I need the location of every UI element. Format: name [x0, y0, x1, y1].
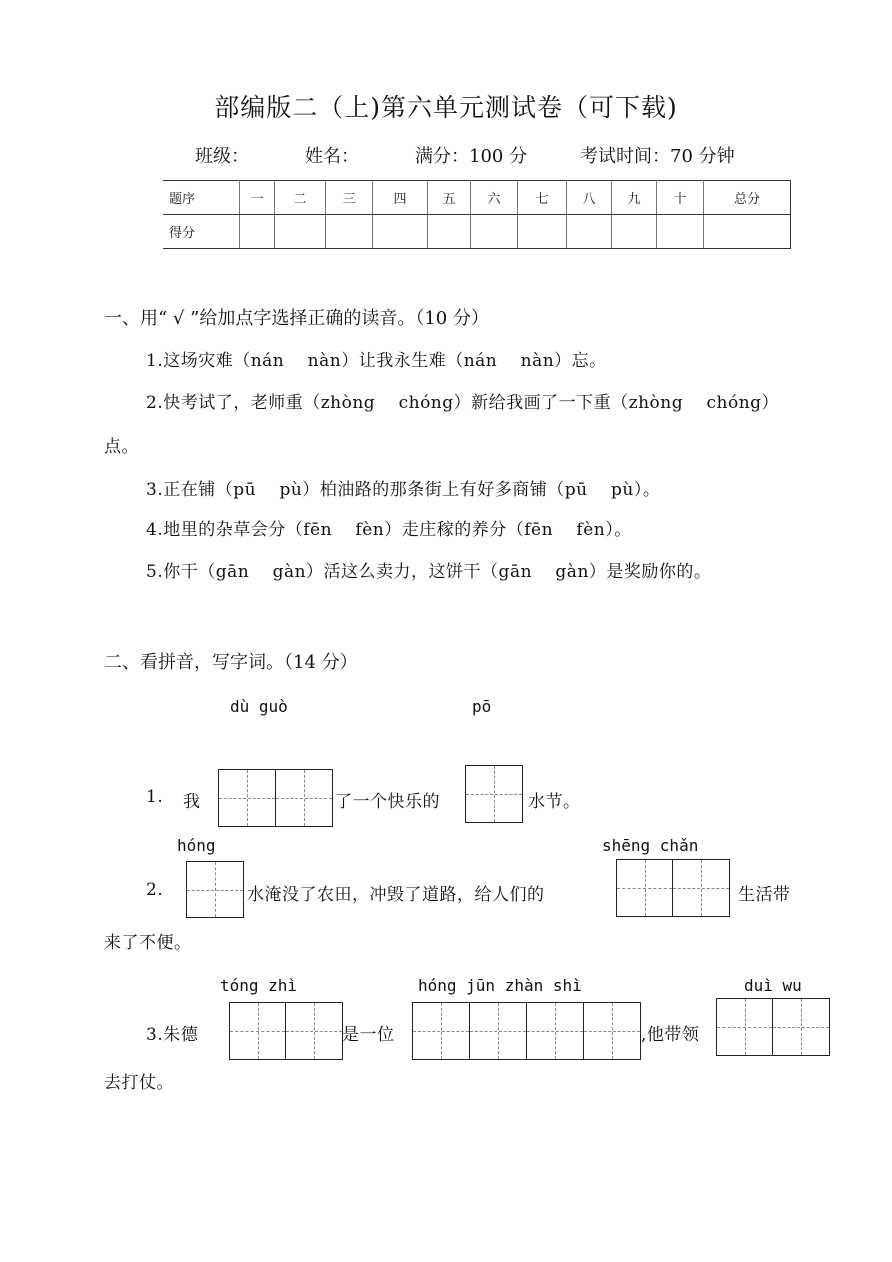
score-table-col: 九 — [612, 181, 657, 215]
writing-cell[interactable] — [470, 1003, 527, 1059]
writing-cell[interactable] — [187, 862, 243, 917]
writing-grid[interactable] — [616, 859, 730, 917]
section1-question-4: 4.地里的杂草会分（fēn fèn）走庄稼的养分（fēn fèn）。 — [146, 520, 632, 540]
writing-grid[interactable] — [186, 861, 244, 918]
section2-q3-text: ,他带领 — [641, 1025, 700, 1045]
score-cell[interactable] — [240, 215, 275, 249]
score-table-col: 四 — [373, 181, 428, 215]
section2-q2-text: 来了不便。 — [104, 933, 192, 953]
score-cell[interactable] — [326, 215, 373, 249]
score-table-col-total: 总分 — [704, 181, 791, 215]
writing-cell[interactable] — [673, 860, 729, 916]
writing-grid[interactable] — [716, 998, 830, 1056]
section2-q3-text: 是一位 — [342, 1025, 395, 1045]
score-table — [163, 180, 791, 249]
section2-q2-number: 2. — [146, 880, 164, 900]
section2-q2-text: 生活带 — [738, 885, 791, 905]
score-cell[interactable] — [428, 215, 471, 249]
writing-cell[interactable] — [466, 766, 522, 822]
writing-cell[interactable] — [717, 999, 773, 1055]
class-label: 班级： — [195, 146, 249, 167]
section2-q1-text: 我 — [183, 792, 201, 812]
section2-q2-text: 水淹没了农田，冲毁了道路，给人们的 — [247, 885, 545, 905]
score-cell[interactable] — [518, 215, 567, 249]
writing-cell[interactable] — [230, 1003, 286, 1059]
writing-grid[interactable] — [465, 765, 523, 823]
score-cell[interactable] — [612, 215, 657, 249]
writing-cell[interactable] — [773, 999, 829, 1055]
score-cell-total[interactable] — [704, 215, 791, 249]
writing-grid[interactable] — [229, 1002, 343, 1060]
section1-question-5: 5.你干（gān gàn）活这么卖力，这饼干（gān gàn）是奖励你的。 — [146, 562, 712, 582]
score-cell[interactable] — [373, 215, 428, 249]
full-score-label: 满分：100 分 — [415, 146, 528, 167]
score-table-col: 三 — [326, 181, 373, 215]
score-table-col: 八 — [567, 181, 612, 215]
section2-heading: 二、看拼音，写字词。（14 分） — [104, 652, 358, 673]
section1-question-2-cont: 点。 — [104, 437, 139, 457]
page-title: 部编版二（上)第六单元测试卷（可下载) — [214, 93, 678, 122]
section1-question-1: 1.这场灾难（nán nàn）让我永生难（nán nàn）忘。 — [146, 351, 607, 371]
section2-q3-text: 3.朱德 — [146, 1025, 199, 1045]
score-cell[interactable] — [471, 215, 518, 249]
score-table-header-row — [163, 181, 791, 215]
writing-cell[interactable] — [527, 1003, 584, 1059]
score-cell[interactable] — [567, 215, 612, 249]
score-table-row-label: 题序 — [163, 181, 240, 215]
pinyin-label: hóng jūn zhàn shì — [418, 976, 582, 995]
score-cell[interactable] — [275, 215, 326, 249]
writing-cell[interactable] — [617, 860, 673, 916]
name-label: 姓名： — [305, 146, 359, 167]
score-table-col: 七 — [518, 181, 567, 215]
exam-time-label: 考试时间：70 分钟 — [580, 146, 735, 167]
writing-grid[interactable] — [412, 1002, 641, 1060]
score-table-row-label: 得分 — [163, 215, 240, 249]
score-table-score-row — [163, 215, 791, 249]
writing-grid[interactable] — [218, 769, 333, 827]
section2-q1-text: 水节。 — [528, 792, 581, 812]
score-table-col: 一 — [240, 181, 275, 215]
writing-cell[interactable] — [219, 770, 276, 826]
writing-cell[interactable] — [413, 1003, 470, 1059]
writing-cell[interactable] — [584, 1003, 640, 1059]
pinyin-label: pō — [472, 697, 492, 716]
section1-heading: 一、用“ √ ”给加点字选择正确的读音。（10 分） — [104, 308, 489, 329]
writing-cell[interactable] — [286, 1003, 342, 1059]
pinyin-label: dù guò — [230, 697, 288, 716]
score-table-col: 二 — [275, 181, 326, 215]
score-table-col: 十 — [657, 181, 704, 215]
pinyin-label: shēng chǎn — [602, 836, 699, 855]
section1-question-3: 3.正在铺（pū pù）柏油路的那条街上有好多商铺（pū pù）。 — [146, 480, 661, 500]
pinyin-label: tóng zhì — [220, 976, 298, 995]
section2-q1-number: 1. — [146, 787, 164, 807]
writing-cell[interactable] — [276, 770, 332, 826]
section2-q3-text: 去打仗。 — [104, 1073, 174, 1093]
score-table-col: 六 — [471, 181, 518, 215]
score-table-col: 五 — [428, 181, 471, 215]
pinyin-label: duì wu — [744, 976, 802, 995]
pinyin-label: hóng — [177, 836, 216, 855]
section1-question-2: 2.快考试了，老师重（zhòng chóng）新给我画了一下重（zhòng chóng） — [146, 393, 780, 413]
section2-q1-text: 了一个快乐的 — [335, 792, 440, 812]
score-cell[interactable] — [657, 215, 704, 249]
